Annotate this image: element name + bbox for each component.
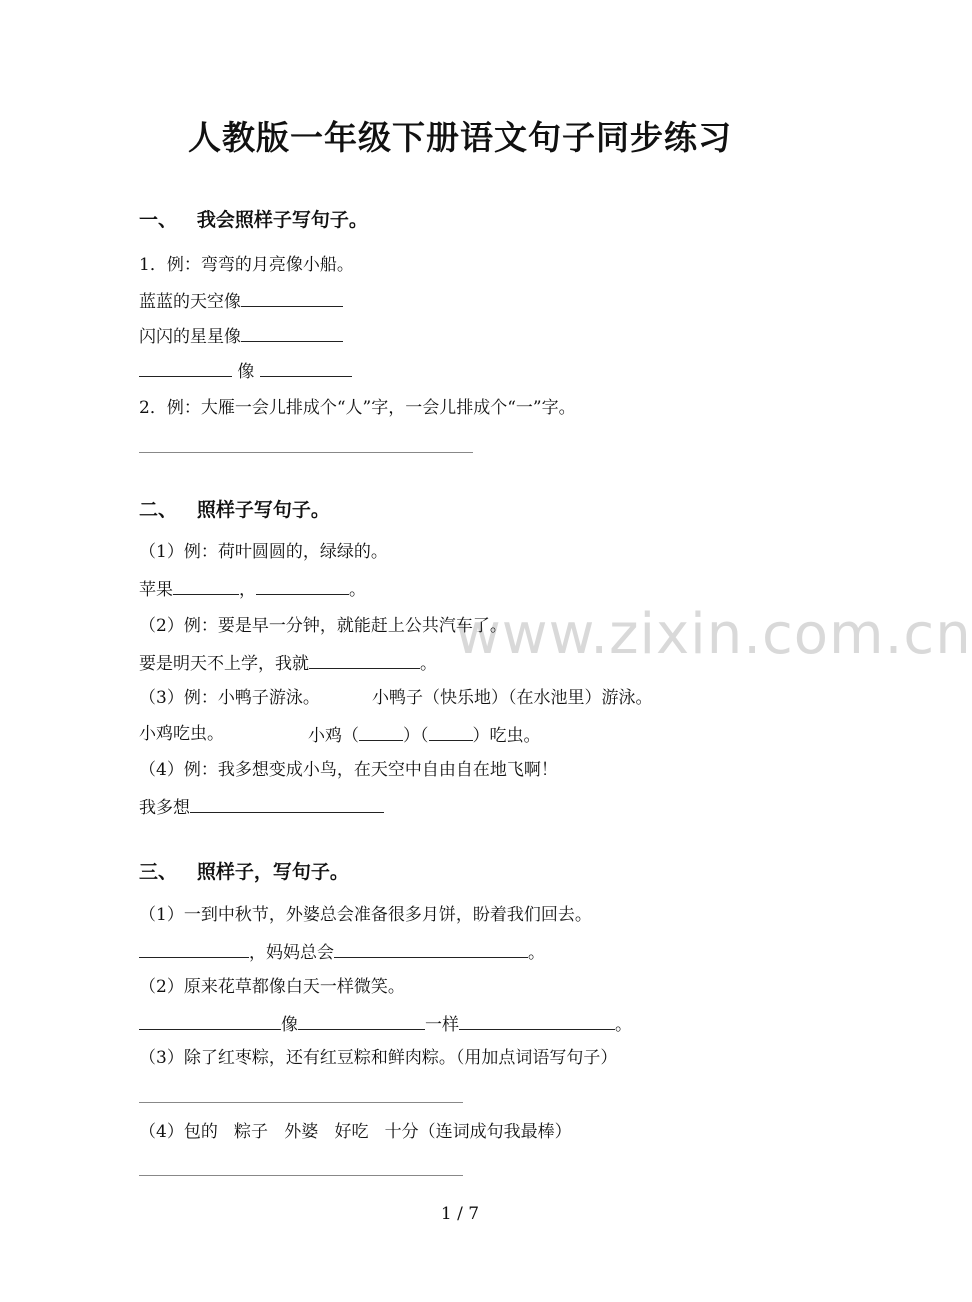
answer-blank[interactable] bbox=[139, 939, 249, 958]
answer-blank[interactable] bbox=[359, 722, 403, 741]
section2-q4-example: （4）例：我多想变成小鸟，在天空中自由自在地飞啊！ bbox=[139, 760, 558, 780]
section2-q2-end: 。 bbox=[420, 654, 437, 674]
section2-q1-prefix: 苹果 bbox=[139, 580, 173, 600]
section3-q1-text: （1）一到中秋节，外婆总会准备很多月饼，盼着我们回去。 bbox=[139, 905, 592, 925]
section2-q2-prefix: 要是明天不上学，我就 bbox=[139, 654, 309, 674]
section1-q1-line2 bbox=[139, 323, 343, 349]
section2-q2-example: （2）例：要是早一分钟，就能赶上公共汽车了。 bbox=[139, 616, 507, 636]
section3-q2-end: 。 bbox=[615, 1015, 632, 1035]
section1-q1-line1-prefix: 蓝蓝的天空像 bbox=[139, 292, 241, 312]
section2-q1-comma: ， bbox=[239, 580, 256, 600]
section2-q3-task-end: ）吃虫。 bbox=[472, 726, 541, 746]
answer-blank[interactable] bbox=[241, 323, 343, 342]
section1-q1-line2-prefix: 闪闪的星星像 bbox=[139, 327, 241, 347]
section1-q1-example: 1．例：弯弯的月亮像小船。 bbox=[139, 255, 354, 275]
answer-line[interactable] bbox=[139, 1102, 463, 1103]
section2-q3-example: （3）例：小鸭子游泳。 bbox=[139, 688, 320, 708]
answer-blank[interactable] bbox=[139, 358, 232, 377]
answer-blank[interactable] bbox=[241, 288, 343, 307]
answer-blank[interactable] bbox=[298, 1011, 425, 1030]
answer-blank[interactable] bbox=[429, 722, 473, 741]
section2-q3-task-prefix: 小鸡（ bbox=[308, 726, 359, 746]
section3-heading: 三、 照样子，写句子。 bbox=[139, 861, 349, 883]
section1-q1-line3 bbox=[139, 358, 352, 384]
answer-blank[interactable] bbox=[459, 1011, 615, 1030]
section1-q2-example: 2．例：大雁一会儿排成个“人”字，一会儿排成个“一”字。 bbox=[139, 398, 576, 418]
section2-q1-answer bbox=[139, 576, 366, 602]
section2-q3-task-answer bbox=[308, 722, 541, 748]
section3-q3-text: （3）除了红枣粽，还有红豆粽和鲜肉粽。（用加点词语写句子） bbox=[139, 1048, 618, 1068]
watermark: www.zixin.com.cn bbox=[455, 602, 972, 667]
section2-q2-answer bbox=[139, 650, 437, 676]
section3-q1-end: 。 bbox=[528, 943, 545, 963]
section3-q1-answer bbox=[139, 939, 545, 965]
answer-blank[interactable] bbox=[139, 1011, 281, 1030]
section2-q1-end: 。 bbox=[349, 580, 366, 600]
section2-q4-answer bbox=[139, 794, 384, 820]
page-number: 1 / 7 bbox=[440, 1204, 480, 1224]
section3-q2-answer bbox=[139, 1011, 632, 1037]
section2-q3-task: 小鸡吃虫。 bbox=[139, 724, 224, 744]
section2-q3-example-answer: 小鸭子（快乐地）（在水池里）游泳。 bbox=[372, 688, 653, 708]
answer-blank[interactable] bbox=[256, 576, 349, 595]
answer-blank[interactable] bbox=[190, 794, 384, 813]
page-title: 人教版一年级下册语文句子同步练习 bbox=[188, 118, 732, 157]
answer-blank[interactable] bbox=[260, 358, 352, 377]
section2-q4-prefix: 我多想 bbox=[139, 798, 190, 818]
section1-q1-line1 bbox=[139, 288, 343, 314]
answer-blank[interactable] bbox=[309, 650, 420, 669]
answer-line[interactable] bbox=[139, 1175, 463, 1176]
section1-heading: 一、 我会照样子写句子。 bbox=[139, 209, 368, 231]
section2-heading: 二、 照样子写句子。 bbox=[139, 499, 330, 521]
section3-q2-mid1: 像 bbox=[281, 1015, 298, 1035]
section3-q2-mid2: 一样 bbox=[425, 1015, 459, 1035]
section3-q2-text: （2）原来花草都像白天一样微笑。 bbox=[139, 977, 405, 997]
section3-q1-mid: ，妈妈总会 bbox=[249, 943, 334, 963]
answer-blank[interactable] bbox=[334, 939, 528, 958]
answer-line[interactable] bbox=[139, 452, 473, 453]
section3-q4-text: （4）包的 粽子 外婆 好吃 十分（连词成句我最棒） bbox=[139, 1122, 572, 1142]
section2-q1-example: （1）例：荷叶圆圆的，绿绿的。 bbox=[139, 542, 388, 562]
answer-blank[interactable] bbox=[173, 576, 239, 595]
section2-q3-task-mid: ）（ bbox=[403, 726, 429, 746]
section1-q1-line3-mid: 像 bbox=[237, 362, 255, 382]
